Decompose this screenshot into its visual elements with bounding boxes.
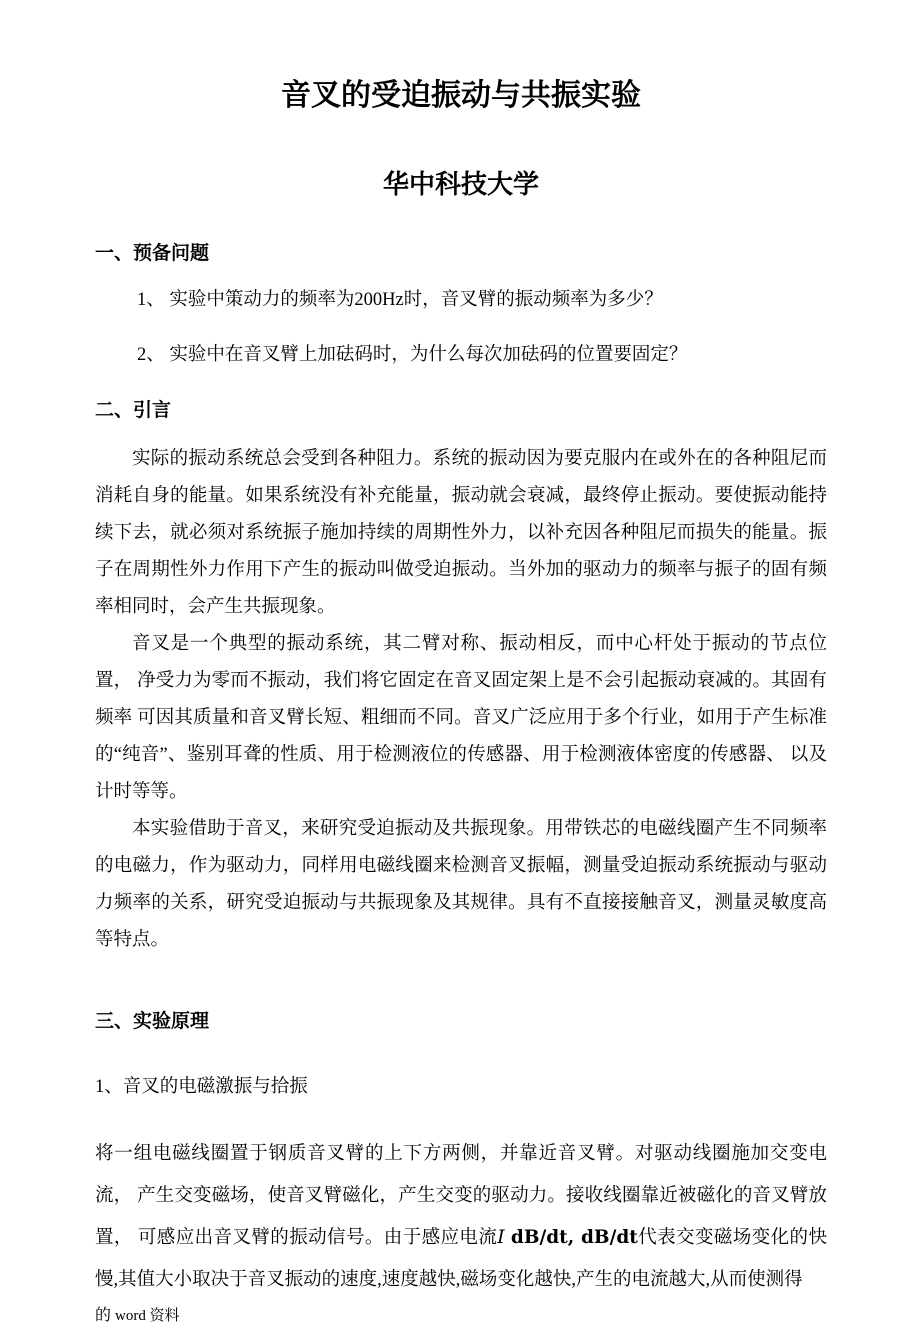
subsection-heading-electromagnetic-excitation: 1、音叉的电磁激振与拾振 bbox=[95, 1077, 308, 1098]
page-footer bbox=[95, 1305, 827, 1327]
principle-text-after: 代表交变磁场变化的快慢,其值大小取决于音叉振动的速度,速度越快,磁场变化越快,产生的电流越大,从而使测得 bbox=[95, 1228, 827, 1291]
paragraph-introduction-2: 音叉是一个典型的振动系统，其二臂对称、振动相反，而中心杆处于振动的节点位置， 净受力为零而不振动，我们将它固定在音叉固定架上是不会引起振动衰减的。其固有频率 可因其质量和音叉臂长短、粗细而不同。音叉广泛应用于多个行业，如用于产生标准 的“纯音”、鉴别耳聋的性质、用于检测液位的传感器、用于检测液体密度的传感器、 以及计时等等。 bbox=[95, 633, 827, 802]
footer-prefix: 的 bbox=[95, 1307, 116, 1325]
document-subtitle: 华中科技大学 bbox=[382, 170, 539, 200]
current-variable-symbol: I bbox=[497, 1227, 511, 1249]
document-title: 音叉的受迫振动与共振实验 bbox=[281, 78, 641, 113]
footer-word-material-label: word 资料 bbox=[115, 1308, 180, 1325]
paragraph-introduction-3: 本实验借助于音叉，来研究受迫振动及共振现象。用带铁芯的电磁线圈产生不同频率 的电磁力，作为驱动力，同样用电磁线圈来检测音叉振幅，测量受迫振动系统振动与驱动 力频率的关系，研究受迫振动与共振现象及其规律。具有不直接接触音叉，测量灵敏度高 等特点。 bbox=[95, 818, 827, 950]
paragraph-principle bbox=[95, 1133, 827, 1301]
question-item-2: 2、 实验中在音叉臂上加砝码时，为什么每次加砝码的位置要固定？ bbox=[137, 344, 688, 365]
section-heading-introduction: 二、引言 bbox=[95, 398, 172, 421]
question-item-1: 1、 实验中策动力的频率为200Hz时，音叉臂的振动频率为多少？ bbox=[137, 289, 663, 310]
paragraph-introduction-1: 实际的振动系统总会受到各种阻力。系统的振动因为要克服内在或外在的各种阻尼而消耗自身的能量。如果系统没有补充能量，振动就会衰减，最终停止振动。要使振动能持续下去，就必须对系统振子施加持续的周期性外力，以补充因各种阻尼而损失的能量。振子在周期性外力作用下产生的振动叫做受迫振动。当外加的驱动力的频率与振子的固有频率相同时，会产生共振现象。 bbox=[95, 448, 827, 617]
principle-text-before: 将一组电磁线圈置于钢质音叉臂的上下方两侧，并靠近音叉臂。对驱动线圈施加交变电流， 产生交变磁场，使音叉臂磁化，产生交变的驱动力。接收线圈靠近被磁化的音叉臂放置， 可感应出音叉臂的振动信号。由于感应电流 bbox=[95, 1144, 827, 1249]
section-heading-experiment-principle: 三、实验原理 bbox=[95, 1009, 210, 1032]
db-dt-formula: dB/dt, dB/dt bbox=[510, 1227, 638, 1249]
section-heading-preparatory-questions: 一、预备问题 bbox=[95, 242, 210, 265]
